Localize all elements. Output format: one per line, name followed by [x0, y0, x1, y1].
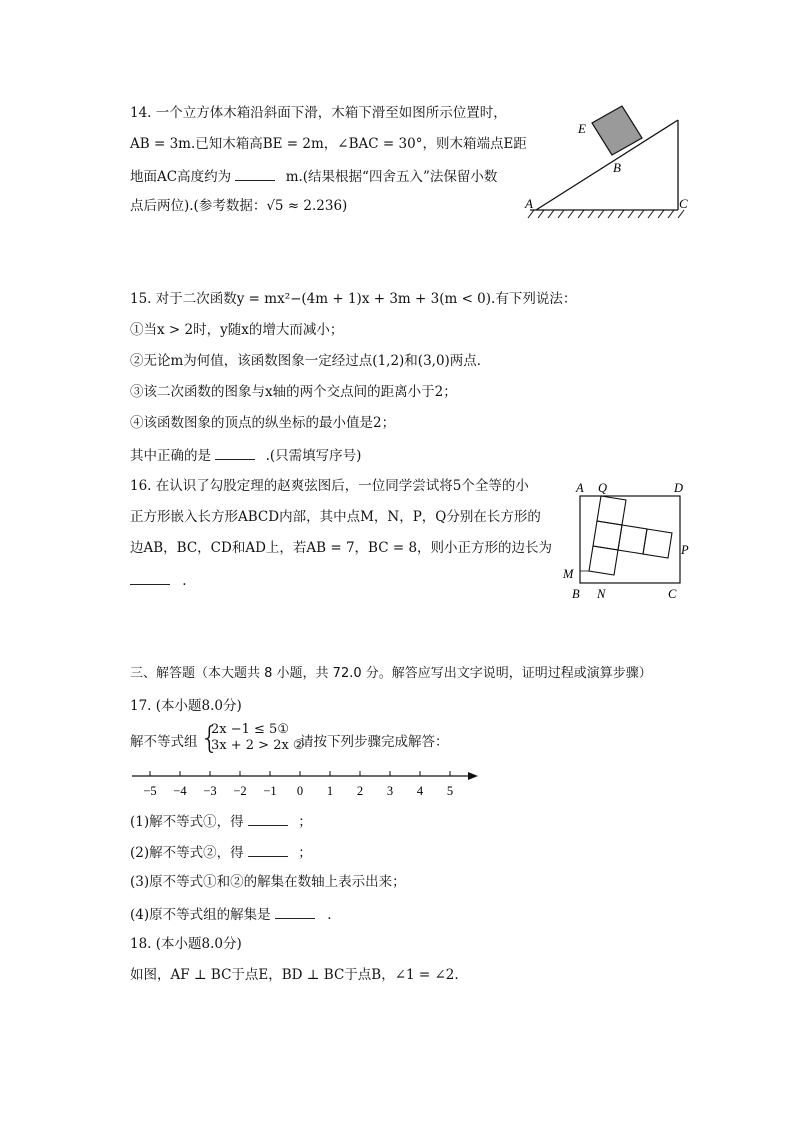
label-E: E: [578, 121, 586, 136]
q16-line2: 正方形嵌入长方形ABCD内部，其中点M，N，P，Q分别在长方形的: [130, 509, 541, 525]
q18-title: 18. (本小题8.0分): [130, 936, 242, 952]
q17-step2-blank[interactable]: [248, 842, 288, 857]
q14-answer-blank[interactable]: [235, 166, 275, 181]
q14-line1: 14. 一个立方体木箱沿斜面下滑，木箱下滑至如图所示位置时，: [130, 105, 507, 121]
label-B: B: [572, 587, 580, 601]
q17-step4-end: .: [327, 907, 332, 923]
label-Q: Q: [598, 481, 608, 495]
q15-ask-text: 其中正确的是: [130, 448, 211, 464]
q15-statement-1: ①当x > 2时，y随x的增大而减小；: [130, 322, 344, 338]
q14-line3: [130, 166, 497, 186]
tick-label: −1: [263, 784, 277, 798]
tick-label: 0: [296, 784, 304, 798]
q15-ask: [130, 445, 361, 465]
q15-statement-3: ③该二次函数的图象与x轴的两个交点间的距离小于2；: [130, 384, 457, 400]
q15-ask-rest: .(只需填写序号): [265, 448, 362, 464]
q14-line2: AB = 3m.已知木箱高BE = 2m，∠BAC = 30°，则木箱端点E距: [130, 136, 527, 152]
q17-system-brace: {: [200, 721, 220, 756]
q17-intro-text: 解不等式组: [130, 734, 198, 750]
q16-line4: [130, 570, 187, 590]
q17-step1-end: ；: [298, 814, 312, 830]
q17-step2-text: (2)解不等式②，得: [130, 845, 244, 861]
q17-step4: [130, 904, 332, 924]
q16-figure: [560, 478, 700, 606]
tick-label: −2: [233, 784, 247, 798]
q18-line1: 如图，AF ⊥ BC于点E，BD ⊥ BC于点B，∠1 = ∠2.: [130, 967, 459, 983]
q16-answer-blank[interactable]: [130, 570, 170, 585]
label-B: B: [613, 160, 621, 175]
q17-intro: [130, 733, 198, 751]
tick-label: 2: [356, 784, 364, 798]
tick-label: −4: [173, 784, 187, 798]
q17-step3: (3)原不等式①和②的解集在数轴上表示出来；: [130, 874, 406, 890]
q15-answer-blank[interactable]: [215, 445, 255, 460]
q17-title: 17. (本小题8.0分): [130, 698, 242, 714]
tick-label: 4: [416, 784, 424, 798]
label-A: A: [525, 196, 533, 211]
label-D: D: [674, 481, 684, 495]
q17-step2: [130, 842, 312, 862]
number-line: [130, 766, 490, 802]
section-3-heading: 三、解答题（本大题共 8 小题，共 72.0 分。解答应写出文字说明，证明过程或演算步骤）: [130, 666, 652, 681]
q16-line3: 边AB，BC，CD和AD上，若AB = 7，BC = 8，则小正方形的边长为: [130, 540, 553, 556]
label-C: C: [679, 196, 688, 211]
q16-line4-end: .: [182, 573, 187, 589]
q17-step4-text: (4)原不等式组的解集是: [130, 907, 271, 923]
q16-line1: 16. 在认识了勾股定理的赵爽弦图后，一位同学尝试将5个全等的小: [130, 478, 529, 494]
q17-step1-blank[interactable]: [248, 811, 288, 826]
q17-inequality-1: 2x −1 ≤ 5①: [211, 722, 289, 737]
q14-line3-text: 地面AC高度约为: [130, 169, 232, 185]
q15-statement-4: ④该函数图象的顶点的纵坐标的最小值是2；: [130, 415, 396, 431]
q17-step4-blank[interactable]: [275, 904, 315, 919]
label-A: A: [576, 481, 584, 495]
tick-label: −3: [203, 784, 217, 798]
q17-inequality-2: 3x + 2 > 2x ②: [211, 738, 305, 753]
q17-intro-rest: 请按下列步骤完成解答：: [300, 734, 449, 750]
q14-line3-rest: m.(结果根据“四舍五入”法保留小数: [285, 169, 498, 185]
q15-statement-2: ②无论m为何值，该函数图象一定经过点(1,2)和(3,0)两点．: [130, 353, 491, 369]
tick-label: −5: [143, 784, 157, 798]
label-C: C: [668, 587, 677, 601]
q14-line4: 点后两位).(参考数据：√5 ≈ 2.236): [130, 198, 348, 214]
q17-step1-text: (1)解不等式①，得: [130, 814, 244, 830]
label-N: N: [597, 587, 606, 601]
q15-line1: 15. 对于二次函数y = mx²−(4m + 1)x + 3m + 3(m < 0).有下列说法：: [130, 291, 577, 307]
tick-label: 5: [446, 784, 454, 798]
label-P: P: [681, 543, 689, 557]
label-M: M: [563, 567, 574, 581]
q14-figure: [518, 100, 698, 225]
tick-label: 1: [326, 784, 334, 798]
tick-label: 3: [386, 784, 394, 798]
q17-step1: [130, 811, 312, 831]
q17-step2-end: ；: [298, 845, 312, 861]
five-squares: [589, 496, 672, 575]
